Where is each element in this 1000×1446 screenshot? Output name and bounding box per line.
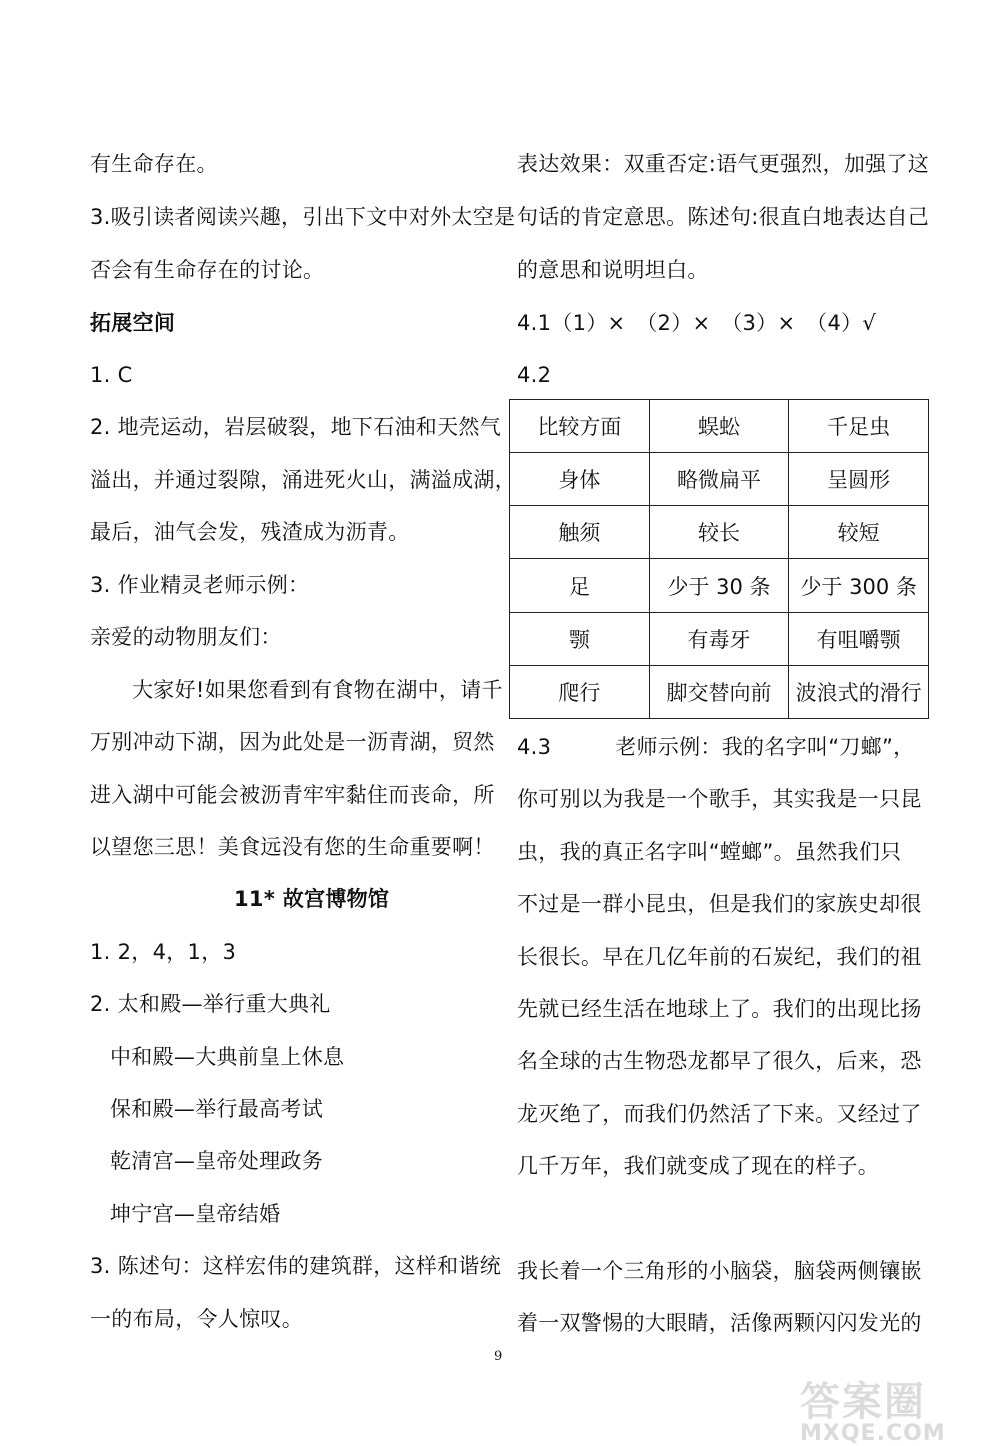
- text-line: 龙灭绝了，而我们仍然活了下来。又经过了: [517, 1102, 922, 1126]
- text-line: 长很长。早在几亿年前的石炭纪，我们的祖: [517, 945, 922, 969]
- table-cell: 少于 300 条: [789, 559, 929, 612]
- table-cell: 较长: [649, 506, 789, 559]
- comparison-table: [509, 399, 929, 719]
- text-line: 保和殿—举行最高考试: [110, 1097, 323, 1121]
- table-cell: 爬行: [510, 665, 650, 718]
- text-line: 1. 2，4，1，3: [90, 940, 237, 964]
- table-cell: 较短: [789, 506, 929, 559]
- text-line: 4.3 老师示例：我的名字叫“刀螂”，: [517, 735, 915, 759]
- text-line: 有生命存在。: [90, 152, 218, 176]
- text-line: 3. 作业精灵老师示例：: [90, 573, 310, 597]
- table-row: [510, 665, 929, 718]
- text-line: 名全球的古生物恐龙都早了很久，后来，恐: [517, 1049, 922, 1073]
- table-row: [510, 612, 929, 665]
- table-row: [510, 506, 929, 559]
- text-line: 2. 太和殿—举行重大典礼: [90, 992, 331, 1016]
- table-cell: 蜈蚣: [649, 400, 789, 453]
- text-line: 大家好!如果您看到有食物在湖中，请千: [132, 678, 503, 702]
- text-line: 以望您三思！美食远没有您的生命重要啊！: [90, 835, 495, 859]
- text-line: 万别冲动下湖，因为此处是一沥青湖，贸然: [90, 730, 495, 754]
- text-line: 句话的肯定意思。陈述句:很直白地表达自己: [517, 205, 930, 229]
- table-cell: 略微扁平: [649, 453, 789, 506]
- watermark-mark: 答案圈: [800, 1379, 926, 1425]
- text-line: 着一双警惕的大眼睛，活像两颗闪闪发光的: [517, 1311, 922, 1335]
- table-cell: 有毒牙: [649, 612, 789, 665]
- section-heading: 11* 故宫博物馆: [234, 887, 390, 911]
- text-line: 3. 陈述句：这样宏伟的建筑群，这样和谐统: [90, 1254, 502, 1278]
- text-line: 3.吸引读者阅读兴趣，引出下文中对外太空是: [90, 205, 516, 229]
- table-cell: 比较方面: [510, 400, 650, 453]
- text-line: 1. C: [90, 363, 133, 387]
- watermark-site: MXQE.COM: [800, 1421, 946, 1446]
- table-cell: 波浪式的滑行: [789, 665, 929, 718]
- table-cell: 千足虫: [789, 400, 929, 453]
- table-cell: 脚交替向前: [649, 665, 789, 718]
- text-line: 虫，我的真正名字叫“螳螂”。虽然我们只: [517, 840, 902, 864]
- text-line: 中和殿—大典前皇上休息: [110, 1045, 345, 1069]
- text-line: 4.2: [517, 363, 552, 387]
- text-line: 否会有生命存在的讨论。: [90, 258, 325, 282]
- page-number: 9: [494, 1349, 503, 1364]
- text-line: 不过是一群小昆虫，但是我们的家族史却很: [517, 892, 922, 916]
- table-cell: 触须: [510, 506, 650, 559]
- table-cell: 身体: [510, 453, 650, 506]
- text-line: 先就已经生活在地球上了。我们的出现比扬: [517, 997, 922, 1021]
- table-cell: 呈圆形: [789, 453, 929, 506]
- table-row: [510, 400, 929, 453]
- text-line: 我长着一个三角形的小脑袋，脑袋两侧镶嵌: [517, 1259, 922, 1283]
- text-line: 乾清宫—皇帝处理政务: [110, 1149, 323, 1173]
- table-cell: 有咀嚼颚: [789, 612, 929, 665]
- text-line: 一的布局，令人惊叹。: [90, 1307, 303, 1331]
- watermark-logo: [800, 1370, 990, 1446]
- text-line: 几千万年，我们就变成了现在的样子。: [517, 1154, 880, 1178]
- text-line: 最后，油气会发，残渣成为沥青。: [90, 520, 410, 544]
- text-line: 你可别以为我是一个歌手，其实我是一只昆: [517, 787, 922, 811]
- table-cell: 足: [510, 559, 650, 612]
- text-line: 亲爱的动物朋友们：: [90, 625, 282, 649]
- text-line: 2. 地壳运动，岩层破裂，地下石油和天然气: [90, 415, 502, 439]
- table-row: [510, 559, 929, 612]
- text-line: 坤宁宫—皇帝结婚: [110, 1202, 281, 1226]
- text-line: 进入湖中可能会被沥青牢牢黏住而丧命，所: [90, 783, 495, 807]
- text-line: 溢出，并通过裂隙，涌进死火山，满溢成湖，: [90, 468, 516, 492]
- table-cell: 少于 30 条: [649, 559, 789, 612]
- text-line: 的意思和说明坦白。: [517, 258, 709, 282]
- text-line: 4.1（1）× （2）× （3）× （4）√: [517, 311, 877, 335]
- section-heading: 拓展空间: [90, 311, 176, 335]
- table-row: [510, 453, 929, 506]
- table-cell: 颚: [510, 612, 650, 665]
- text-line: 表达效果：双重否定:语气更强烈，加强了这: [517, 152, 930, 176]
